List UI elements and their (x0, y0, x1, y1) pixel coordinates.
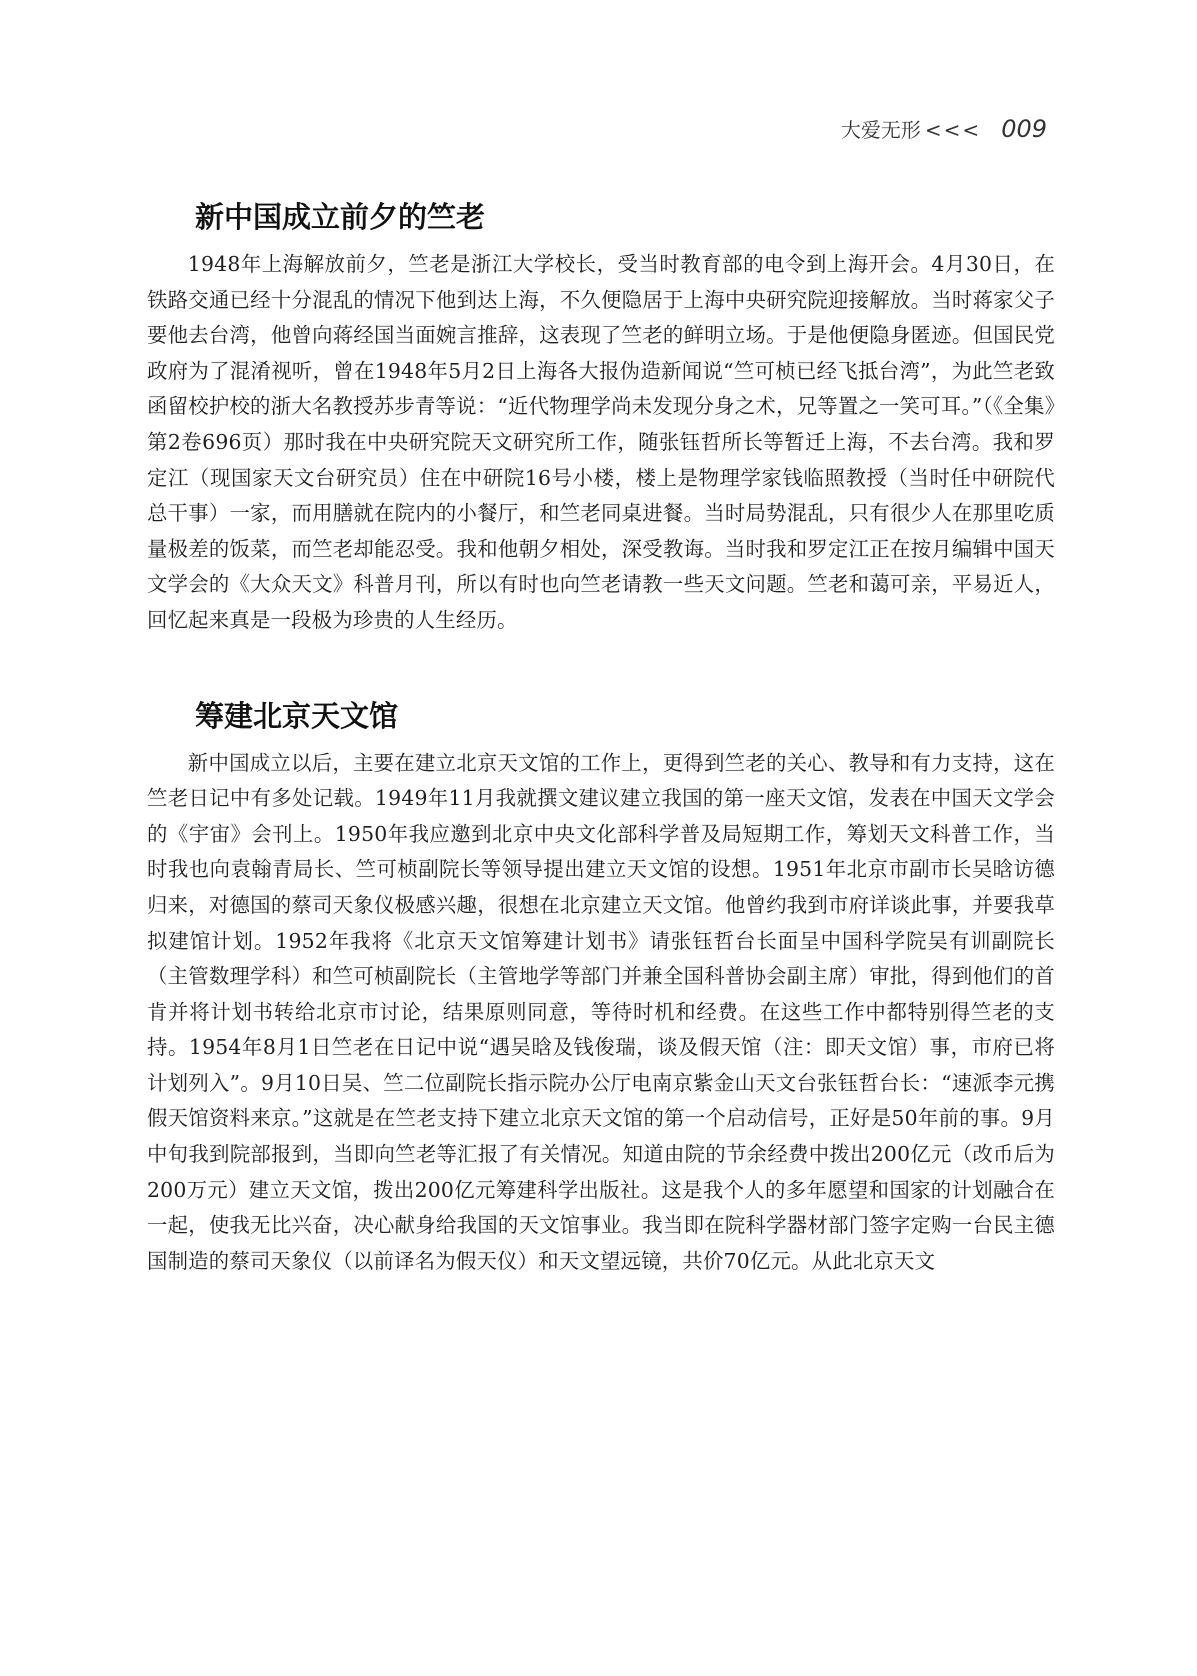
section-gap (147, 639, 1055, 695)
arrows-decoration: <<< (924, 118, 982, 142)
section-paragraph: 1948年上海解放前夕，竺老是浙江大学校长，受当时教育部的电令到上海开会。4月30日，在铁路交通已经十分混乱的情况下他到达上海，不久便隐居于上海中央研究院迎接解放。当时蒋家父子要他去台湾，他曾向蒋经国当面婉言推辞，这表现了竺老的鲜明立场。于是他便隐身匿迹。但国民党政府为了混淆视听，曾在1948年5月2日上海各大报伪造新闻说“竺可桢已经飞抵台湾”，为此竺老致函留校护校的浙大名教授苏步青等说：“近代物理学尚未发现分身之术，兄等置之一笑可耳。”（《全集》第2卷696页）那时我在中央研究院天文研究所工作，随张钰哲所长等暂迁上海，不去台湾。我和罗定江（现国家天文台研究员）住在中研院16号小楼，楼上是物理学家钱临照教授（当时任中研院代总干事）一家，而用膳就在院内的小餐厅，和竺老同桌进餐。当时局势混乱，只有很少人在那里吃质量极差的饭菜，而竺老却能忍受。我和他朝夕相处，深受教诲。当时我和罗定江正在按月编辑中国天文学会的《大众天文》科普月刊，所以有时也向竺老请教一些天文问题。竺老和蔼可亲，平易近人，回忆起来真是一段极为珍贵的人生经历。 (147, 252, 1055, 632)
running-head (841, 114, 1047, 150)
section-paragraph: 新中国成立以后，主要在建立北京天文馆的工作上，更得到竺老的关心、教导和有力支持，这在竺老日记中有多处记载。1949年11月我就撰文建议建立我国的第一座天文馆，发表在中国天文学会的《宇宙》会刊上。1950年我应邀到北京中央文化部科学普及局短期工作，筹划天文科普工作，当时我也向袁翰青局长、竺可桢副院长等领导提出建立天文馆的设想。1951年北京市副市长吴晗访德归来，对德国的蔡司天象仪极感兴趣，很想在北京建立天文馆。他曾约我到市府详谈此事，并要我草拟建馆计划。1952年我将《北京天文馆筹建计划书》请张钰哲台长面呈中国科学院吴有训副院长（主管数理学科）和竺可桢副院长（主管地学等部门并兼全国科普协会副主席）审批，得到他们的首肯并将计划书转给北京市讨论，结果原则同意，等待时机和经费。在这些工作中都特别得竺老的支持。1954年8月1日竺老在日记中说“遇吴晗及钱俊瑞，谈及假天馆（注：即天文馆）事，市府已将计划列入”。9月10日吴、竺二位副院长指示院办公厅电南京紫金山天文台张钰哲台长：“速派李元携假天馆资料来京。”这就是在竺老支持下建立北京天文馆的第一个启动信号，正好是50年前的事。9月中旬我到院部报到，当即向竺老等汇报了有关情况。知道由院的节余经费中拨出200亿元（改币后为200万元）建立天文馆，拨出200亿元筹建科学出版社。这是我个人的多年愿望和国家的计划融合在一起，使我无比兴奋，决心献身给我国的天文馆事业。我当即在院科学器材部门签字定购一台民主德国制造的蔡司天象仪（以前译名为假天仪）和天文望远镜，共价70亿元。从此北京天文 (147, 750, 1055, 1273)
chapter-title: 大爱无形 (840, 118, 921, 142)
section-eve-of-new-china (147, 196, 1055, 639)
page-number: 009 (1001, 115, 1047, 143)
section-heading: 新中国成立前夕的竺老 (195, 200, 486, 234)
section-beijing-planetarium (147, 695, 1055, 1280)
page-content (147, 196, 1055, 1279)
section-heading: 筹建北京天文馆 (195, 698, 399, 733)
